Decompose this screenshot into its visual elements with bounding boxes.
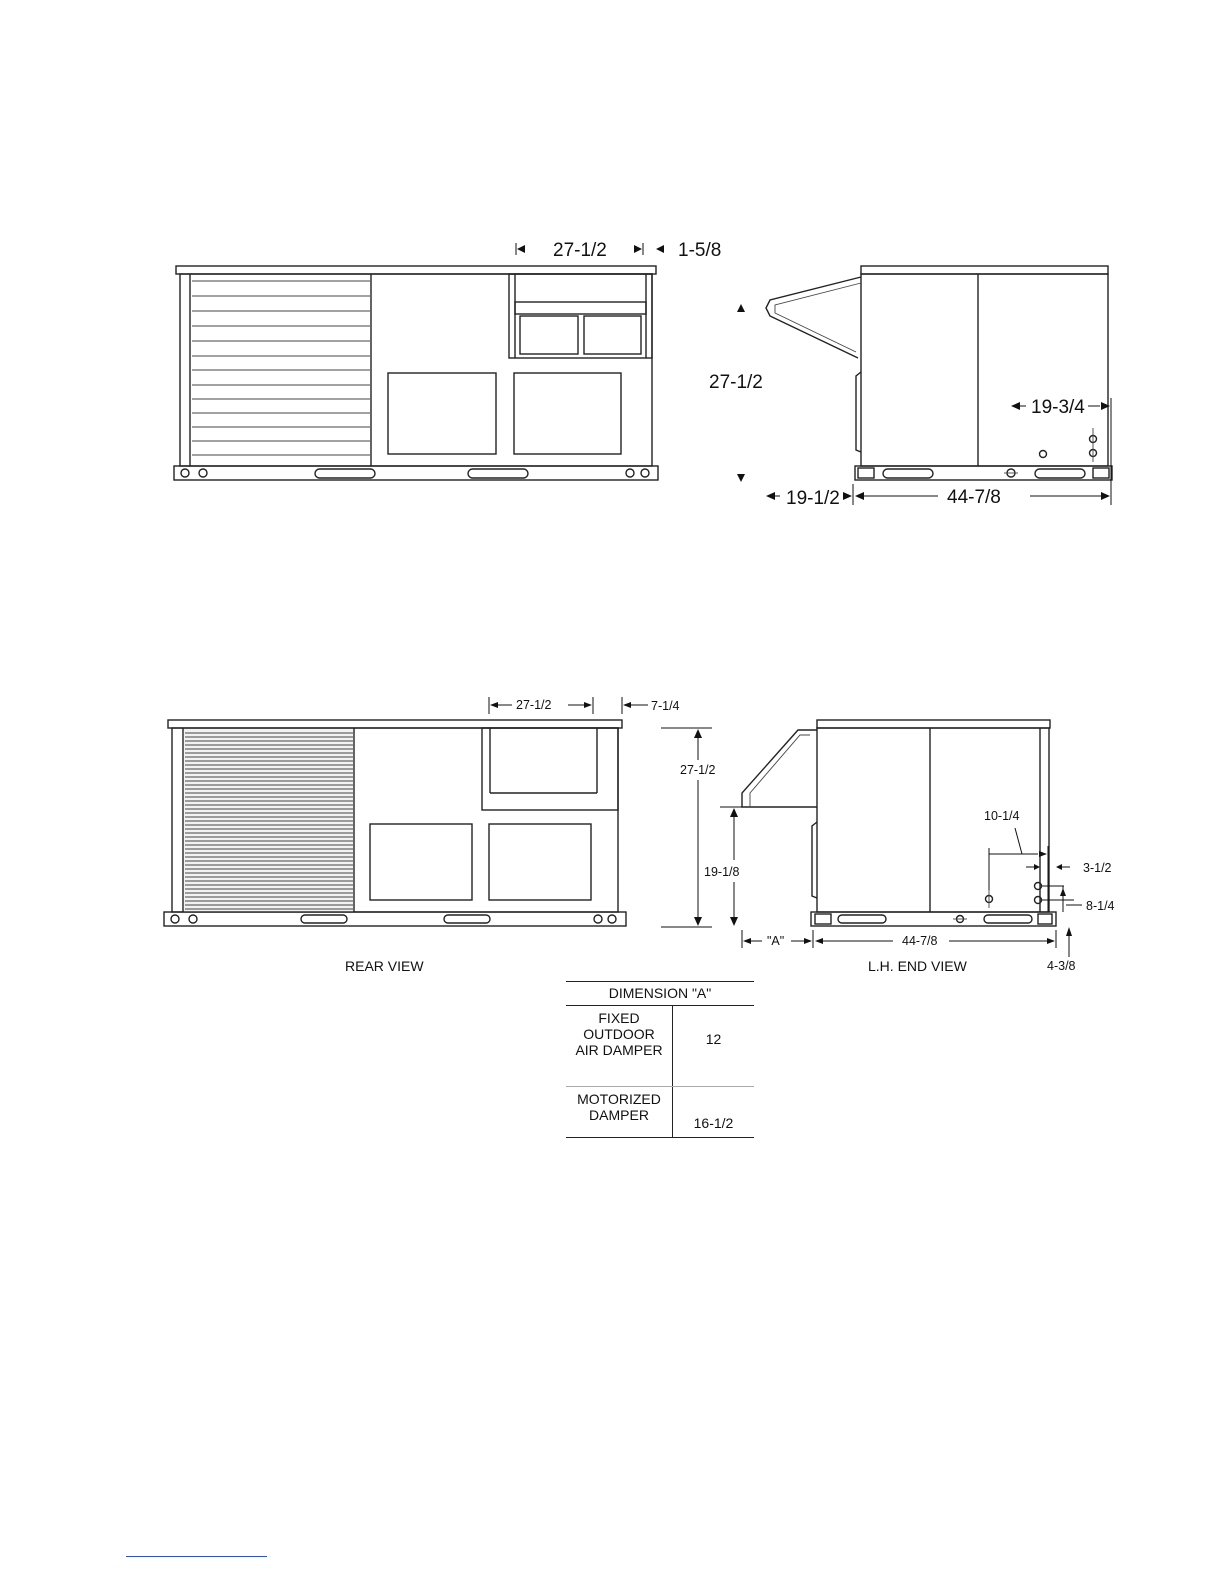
top-rear-offset-dim: 1-5/8 bbox=[678, 240, 722, 261]
conn-dim-8-1-4: 8-1/4 bbox=[1086, 899, 1115, 913]
condenser-coil-fins bbox=[184, 729, 353, 912]
bottom-rear-offset-dim: 7-1/4 bbox=[651, 699, 680, 713]
footer-rule bbox=[126, 1556, 267, 1557]
top-end-view bbox=[709, 266, 1112, 509]
conn-dim-4-3-8: 4-3/8 bbox=[1047, 959, 1076, 973]
conn-dim-3-1-2: 3-1/2 bbox=[1083, 861, 1112, 875]
bottom-end-height-dim: 27-1/2 bbox=[680, 763, 716, 777]
dimension-a-table bbox=[566, 981, 754, 1138]
bottom-end-hood-height-dim: 19-1/8 bbox=[704, 865, 740, 879]
rear-view-caption: REAR VIEW bbox=[345, 958, 424, 974]
table-row bbox=[566, 1006, 754, 1087]
dimension-table-header: DIMENSION "A" bbox=[566, 982, 754, 1006]
dimension-a-label: "A" bbox=[767, 934, 785, 948]
row-value: 16-1/2 bbox=[673, 1087, 755, 1138]
bottom-end-view bbox=[661, 720, 1115, 974]
condenser-coil-louvers bbox=[192, 281, 370, 455]
bottom-end-depth-dim: 44-7/8 bbox=[902, 934, 938, 948]
top-end-right-offset-dim: 19-3/4 bbox=[1031, 397, 1085, 418]
top-end-height-dim: 27-1/2 bbox=[709, 372, 763, 393]
top-rear-view bbox=[174, 240, 721, 480]
row-label: MOTORIZED DAMPER bbox=[566, 1087, 673, 1138]
top-end-depth-dim: 44-7/8 bbox=[947, 487, 1001, 508]
bottom-rear-view bbox=[164, 697, 680, 974]
conn-dim-10-1-4: 10-1/4 bbox=[984, 809, 1020, 823]
top-rear-width-dim: 27-1/2 bbox=[553, 240, 607, 261]
end-view-caption: L.H. END VIEW bbox=[868, 958, 967, 974]
table-row bbox=[566, 1087, 754, 1138]
top-end-hood-depth-dim: 19-1/2 bbox=[786, 488, 840, 509]
row-value: 12 bbox=[673, 1006, 755, 1087]
bottom-rear-width-dim: 27-1/2 bbox=[516, 698, 552, 712]
row-label: FIXED OUTDOOR AIR DAMPER bbox=[566, 1006, 673, 1087]
